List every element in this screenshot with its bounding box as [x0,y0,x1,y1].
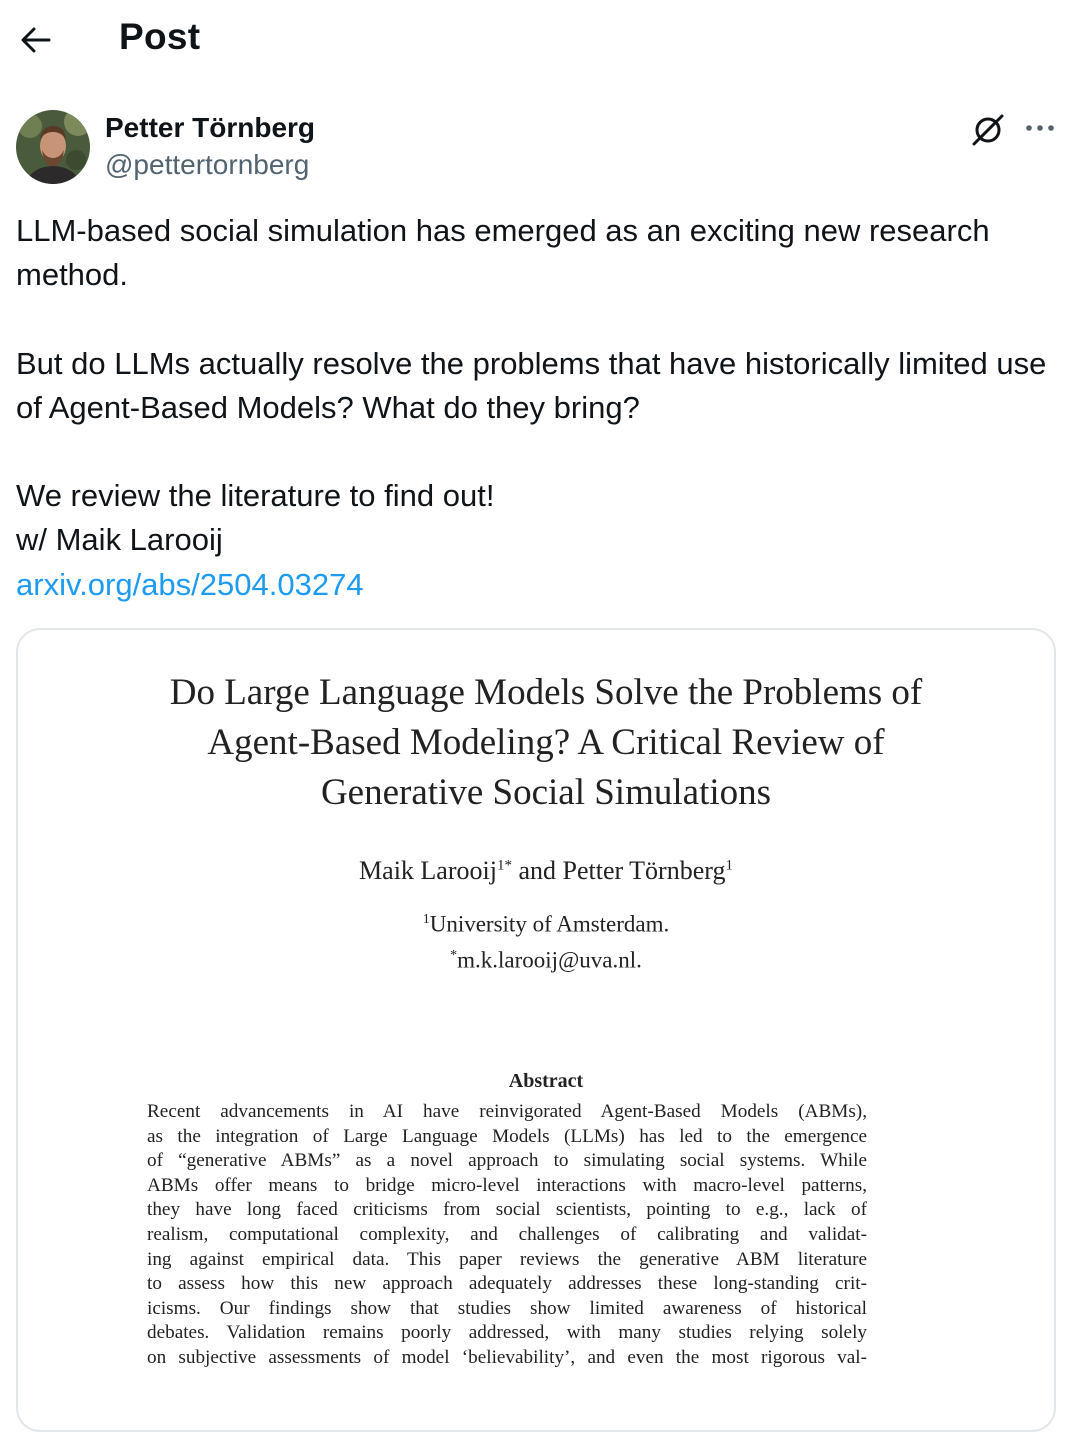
paper-title [58,668,1034,818]
page-title: Post [119,16,201,57]
abstract-line: Recent advancements in AI have reinvigorated Agent-Based Models (ABMs), [147,1101,867,1122]
abstract-line: of “generative ABMs” as a novel approach to simulating social systems. While [147,1150,867,1172]
contact-email: m.k.larooij@uva.nl. [457,947,642,973]
paper-authors [58,856,1034,886]
avatar[interactable] [16,110,90,184]
abstract-line: to assess how this new approach adequately addresses these long-standing crit- [147,1273,867,1295]
author-superscript: 1 [725,857,733,874]
affiliation-text: University of Amsterdam. [429,911,670,937]
display-name[interactable]: Petter Törnberg [105,112,316,143]
abstract-line: ing against empirical data. This paper reviews the generative ABM literature [147,1248,867,1270]
abstract-line: icisms. Our findings show that studies show limited awareness of historical [147,1297,867,1319]
grok-icon [968,110,1008,150]
author-superscript: 1* [496,857,512,874]
tweet-link[interactable]: arxiv.org/abs/2504.03274 [16,567,364,602]
paper-title-line: Agent-Based Modeling? A Critical Review of [207,722,885,763]
affiliation-superscript: 1 [422,912,430,927]
media-card[interactable] [16,628,1056,1432]
top-bar [0,0,1080,80]
abstract-line: as the integration of Large Language Models (LLMs) has led to the emergence [147,1125,867,1147]
arrow-left-icon [21,27,51,53]
user-handle[interactable]: @pettertornberg [105,149,310,180]
email-superscript: * [450,947,458,963]
paper-affiliation [58,904,1034,975]
paper-author-and: and [518,856,556,885]
more-button[interactable] [1020,110,1060,150]
back-button[interactable] [14,18,58,62]
abstract-line: ABMs offer means to bridge micro-level interactions with macro-level patterns, [147,1174,867,1196]
abstract-heading: Abstract [508,1070,584,1092]
abstract-body [147,1100,867,1371]
abstract-line: realism, computational complexity, and challenges of calibrating and validat- [147,1223,867,1245]
paper-preview [18,630,1054,1430]
paper-author: Maik Larooij [359,856,497,885]
paper-title-line: Generative Social Simulations [320,772,772,813]
author-row [16,110,1066,190]
abstract-line: debates. Validation remains poorly addressed, with many studies relying solely [147,1322,867,1344]
paper-title-line: Do Large Language Models Solve the Problems of [169,672,923,713]
abstract-line: on subjective assessments of model ‘believability’, and even the most rigorous val- [147,1346,867,1368]
grok-button[interactable] [968,110,1008,150]
paper-author: Petter Törnberg [562,856,726,885]
more-horizontal-icon [1020,110,1060,150]
tweet-text: LLM-based social simulation has emerged as an exciting new research method. But do LLMs actually resolve the problems that have historically limited use of Agent-Based Models? What do they bring? We review the literature to find out! w/ Maik Larooij [16,213,1047,558]
abstract-line: they have long faced criticisms from social scientists, pointing to e.g., lack of [147,1199,867,1221]
